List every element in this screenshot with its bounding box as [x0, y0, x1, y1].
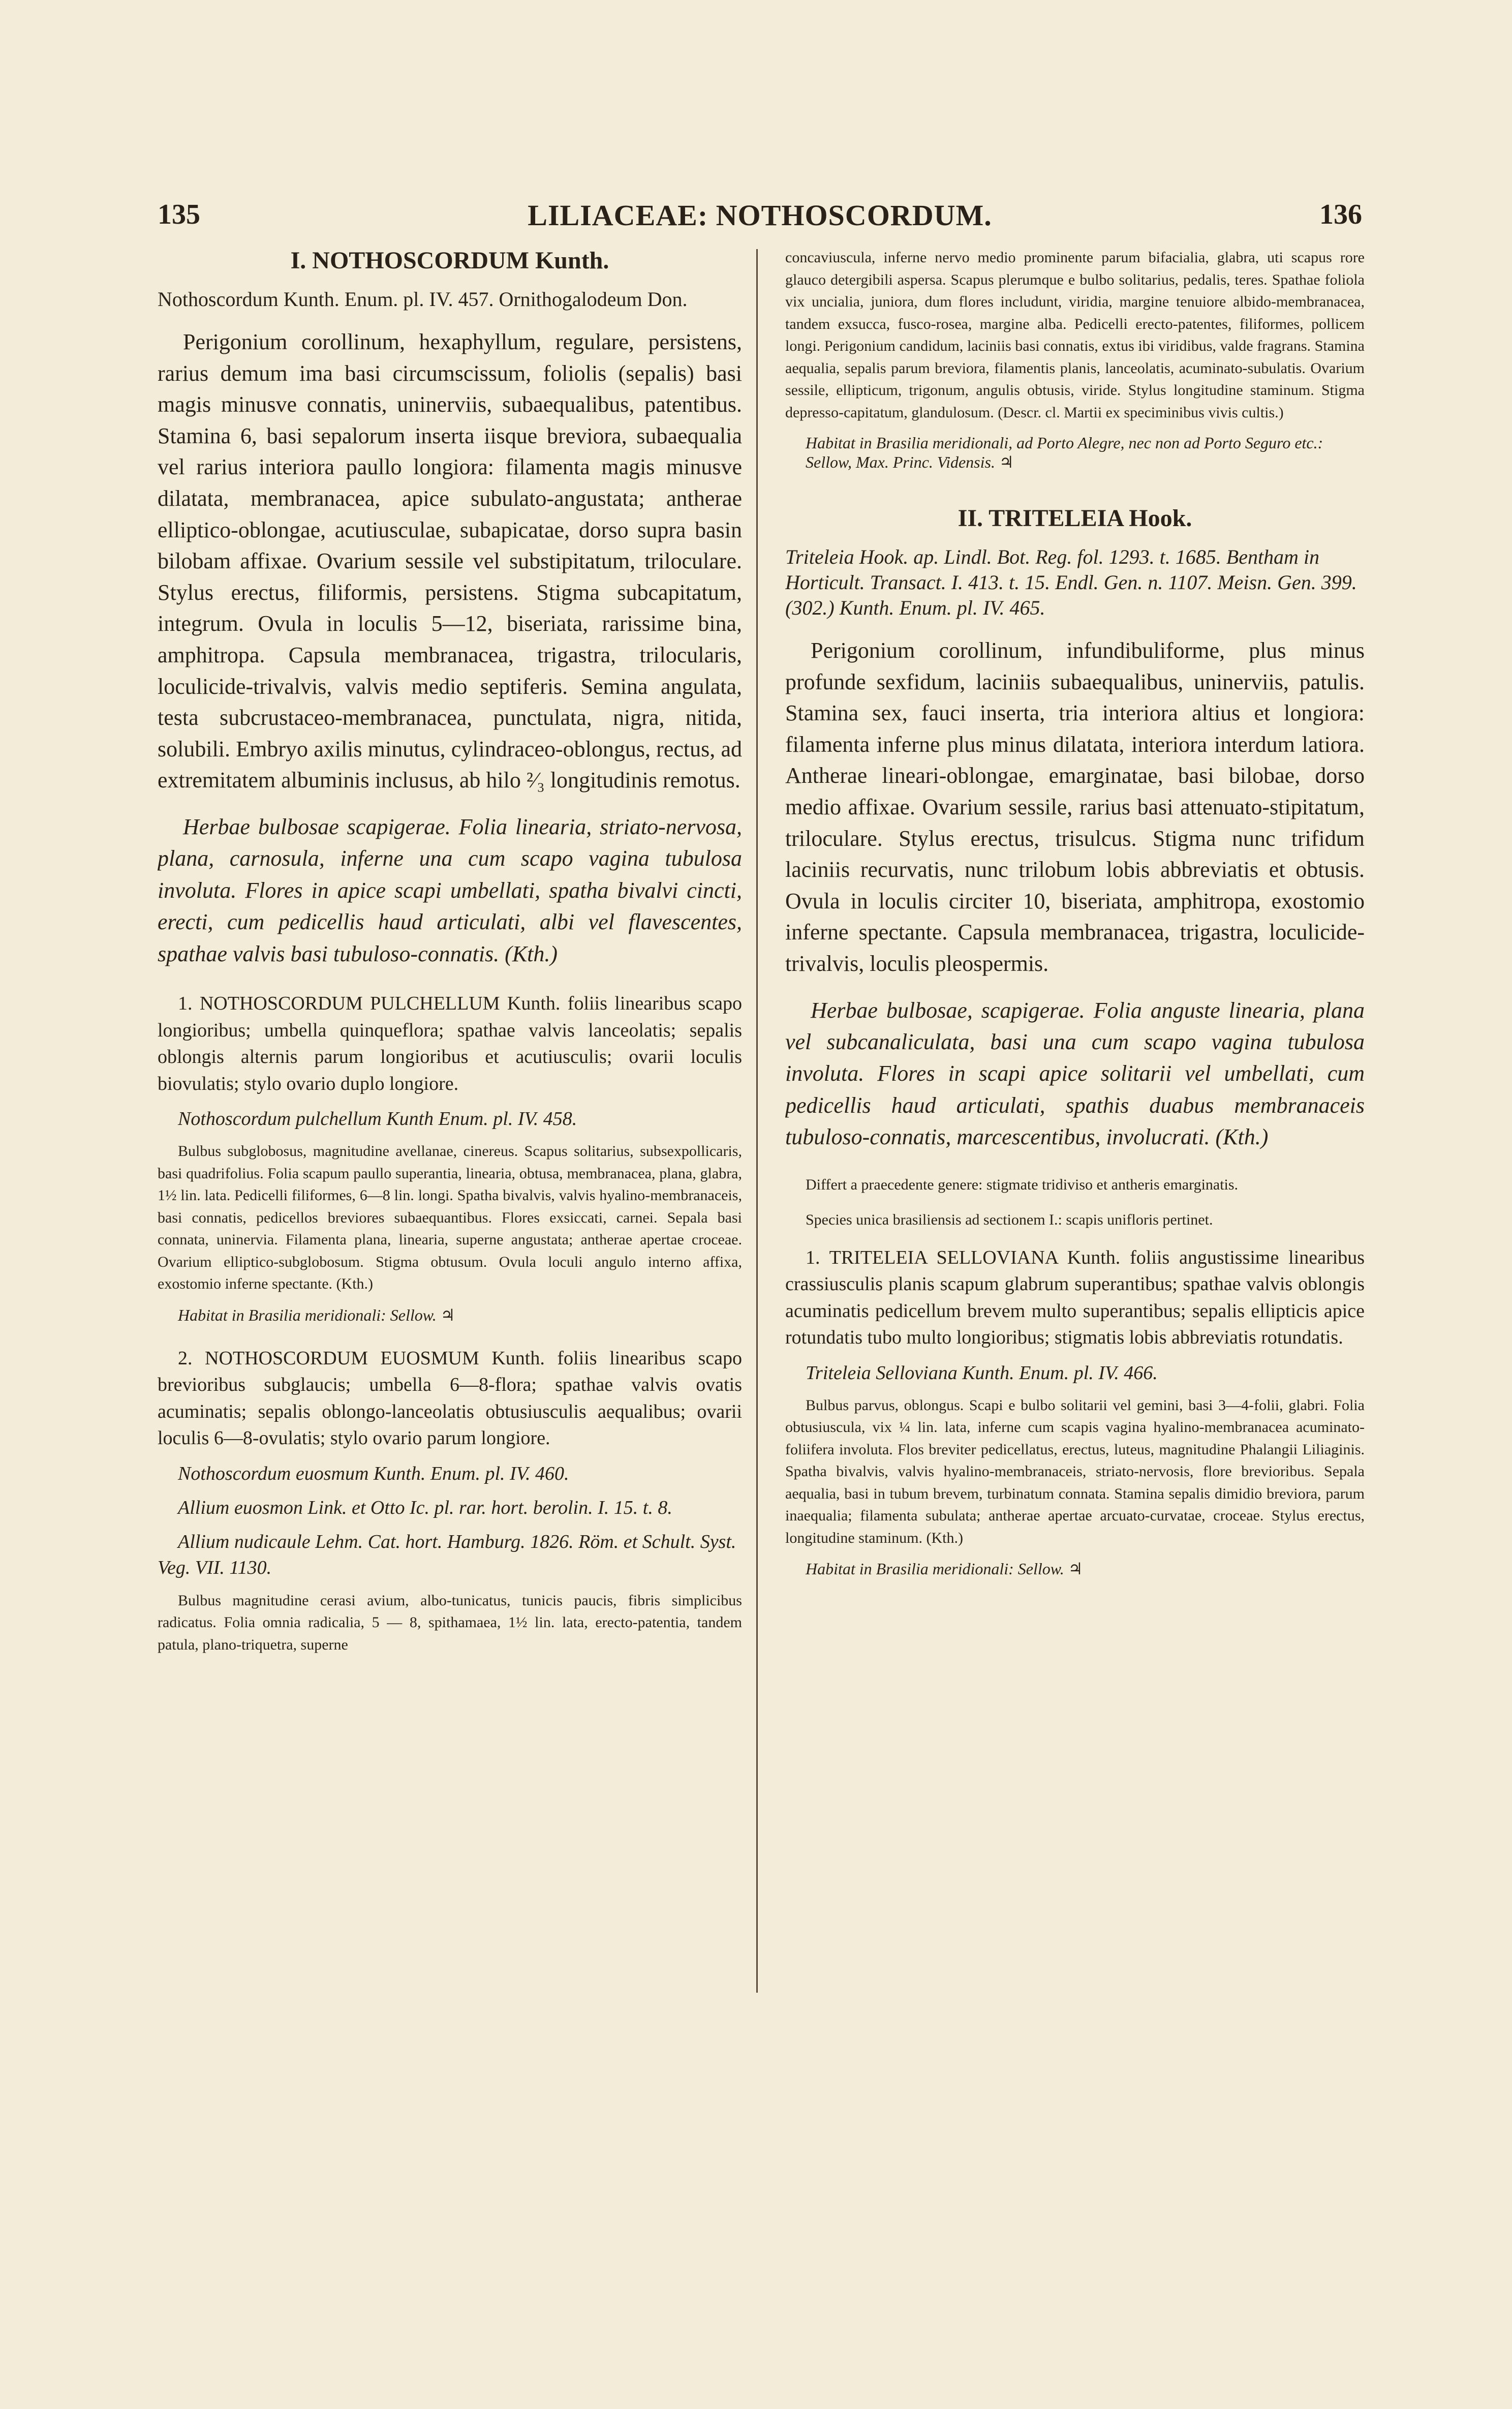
spacer [785, 492, 1365, 504]
running-title: LILIACEAE: NOTHOSCORDUM. [528, 199, 992, 232]
page-number-left: 135 [158, 199, 200, 230]
species-synonym: Allium nudicaule Lehm. Cat. hort. Hamburg. 1826. Röm. et Schult. Syst. Veg. VII. 1130. [158, 1531, 736, 1579]
column-divider [756, 249, 758, 1993]
page-header [158, 198, 1362, 239]
species-habitat: Habitat in Brasilia meridionali: Sellow. ♃ [806, 1560, 1083, 1578]
right-column [785, 247, 1365, 1995]
habit-description: Herbae bulbosae scapigerae. Folia linearia, striato-nervosa, plana, carnosula, inferne una cum scapo vagina tubulosa involuta. Flores in apice scapi umbellati, spatha bivalvi cincti, erecti, cum pedicellis haud articulati, albi vel flavescentes, spathae valvis basi tubuloso-connatis. (Kth.) [158, 814, 742, 966]
species-synonym: Allium euosmon Link. et Otto Ic. pl. rar. hort. berolin. I. 15. t. 8. [178, 1497, 672, 1518]
genus-synonyms: Triteleia Hook. ap. Lindl. Bot. Reg. fol. 1293. t. 1685. Bentham in Horticult. Transact. I. 413. t. 15. Endl. Gen. n. 1107. Meisn. Gen. 399. (302.) Kunth. Enum. pl. IV. 465. [785, 545, 1357, 619]
species-diagnosis: 1. TRITELEIA SELLOVIANA Kunth. foliis angustissime linearibus crassiusculis planis scapum glabrum superantibus; spathae valvis oblongis acuminatis pedicellum brevem multo superantibus; sepalis ellipticis apice rotundatis tubo multo longioribus; stigmatis lobis abbreviatis rotundatis. [785, 1246, 1365, 1349]
species-description: Bulbus subglobosus, magnitudine avellanae, cinereus. Scapus solitarius, subsexpollicaris, basi quadrifolius. Folia scapum paullo superantia, linearia, obtusa, membranacea, plana, glabra, 1½ lin. lata. Pedicelli filiformes, 6—8 lin. longi. Spatha bivalvis, valvis hyalino-membranaceis, basi connatis, pedicellos breviores subaequantibus. Flores exsiccati, carnei. Sepala basi connata, uninervia. Filamenta plana, linearia, superne angustata; antherae apertae croceae. Ovarium elliptico-subglobosum. Stigma obtusum. Ovula loculi angulo interno affixa, exostomio inferne spectante. (Kth.) [158, 1143, 742, 1293]
species-synonym: Nothoscordum pulchellum Kunth Enum. pl. IV. 458. [178, 1108, 577, 1130]
species-diagnosis: 2. NOTHOSCORDUM EUOSMUM Kunth. foliis linearibus scapo brevioribus subglaucis; umbella 6—8-flora; spathae valvis ovatis acuminatis; sepalis oblongo-lanceolatis obtusiusculis aequalibus; ovarii loculis 6—8-ovulatis; stylo ovario parum longiore. [158, 1347, 742, 1449]
species-synonym: Triteleia Selloviana Kunth. Enum. pl. IV. 466. [806, 1362, 1158, 1384]
genus-note: Differt a praecedente genere: stigmate tridiviso et antheris emarginatis. [806, 1176, 1239, 1193]
generic-description: Perigonium corollinum, infundibuliforme, plus minus profunde sexfidum, laciniis subaequalibus, uninerviis, patulis. Stamina sex, fauci inserta, tria interiora altius et longiora: filamenta inferne plus minus dilatata, interiora interdum latiora. Antherae lineari-oblongae, emarginatae, basi bilobae, dorso medio affixae. Ovarium sessile, rarius basi attenuato-stipitatum, triloculare. Stylus erectus, trisulcus. Stigma nunc trifidum laciniis recurvatis, nunc trilobum lobis abbreviatis et obtusis. Ovula in loculis circiter 10, biseriata, amphitropa, exostomio inferne spectante. Capsula membranacea, trigastra, loculicide-trivalvis, loculis pleospermis. [785, 638, 1365, 976]
genus-synonyms: Nothoscordum Kunth. Enum. pl. IV. 457. Ornithogalodeum Don. [158, 288, 688, 311]
page-number-right: 136 [1319, 199, 1362, 230]
species-description: Bulbus magnitudine cerasi avium, albo-tunicatus, tunicis paucis, fibris simplicibus radicatus. Folia omnia radicalia, 5 — 8, spithamaea, 1½ lin. lata, erecto-patentia, tandem patula, plano-triquetra, superne [158, 1592, 742, 1653]
species-habitat: Habitat in Brasilia meridionali, ad Porto Alegre, nec non ad Porto Seguro etc.: Sellow, Max. Princ. Vidensis. ♃ [806, 434, 1323, 471]
genus-note: Species unica brasiliensis ad sectionem I.: scapis unifloris pertinet. [806, 1211, 1213, 1229]
left-column [158, 247, 742, 1995]
species-description-continued: concaviuscula, inferne nervo medio prominente parum bifacialia, glabra, uti scapus rore glauco detergibili aspersa. Scapus plerumque e bulbo solitarius, pedalis, teres. Spathae foliola vix uncialia, juniora, dum flores includunt, viridia, margine tenuiore albido-membranacea, tandem exsucca, fusco-rosea, margine alba. Pedicelli erecto-patentes, filiformes, pollicem longi. Perigonium candidum, laciniis basi connatis, extus ibi viridibus, valde fragrans. Stamina aequalia, sepalis parum breviora, filamentis planis, lanceolatis, acuminato-subulatis. Ovarium sessile, ellipticum, trigonum, angulis obtusis, viride. Stylus longitudine staminum. Stigma depresso-capitatum, glandulosum. (Descr. cl. Martii ex speciminibus vivis cultis.) [785, 249, 1365, 421]
genus-title: I. NOTHOSCORDUM Kunth. [290, 247, 609, 274]
species-diagnosis: 1. NOTHOSCORDUM PULCHELLUM Kunth. foliis linearibus scapo longioribus; umbella quinqueflora; spathae valvis lanceolatis; sepalis oblongis alternis parum longioribus et acutiusculis; ovarii loculis biovulatis; stylo ovario duplo longiore. [158, 993, 742, 1094]
species-description: Bulbus parvus, oblongus. Scapi e bulbo solitarii vel gemini, basi 3—4-folii, glabri. Folia obtusiuscula, vix ¼ lin. lata, inferne cum scapis vagina hyalino-membranacea acuminato-foliifera involuta. Flos breviter pedicellatus, erectus, luteus, magnitudine Phalangii Liliaginis. Spatha bivalvis, valvis hyalino-membranaceis, striato-nervosis, flore brevioribus. Sepala aequalia, basi in tubum brevem, turbinatum connata. Stamina sepalis dimidio breviora, parum inaequalia; filamenta subulata; antherae apertae arcuato-curvatae, croceae. Stylus erectus, longitudine staminum. (Kth.) [785, 1396, 1365, 1546]
species-habitat: Habitat in Brasilia meridionali: Sellow. ♃ [178, 1305, 455, 1324]
habit-description: Herbae bulbosae, scapigerae. Folia anguste linearia, plana vel subcanaliculata, basi una cum scapo vagina tubulosa involuta. Flores in scapi apice solitarii vel umbellati, cum pedicellis haud articulati, spathis duabus membranaceis tubuloso-connatis, marcescentibus, involucrati. (Kth.) [785, 997, 1365, 1150]
species-synonym: Nothoscordum euosmum Kunth. Enum. pl. IV. 460. [178, 1462, 569, 1484]
genus-title: II. TRITELEIA Hook. [958, 505, 1192, 532]
generic-description: Perigonium corollinum, hexaphyllum, regulare, persistens, rarius demum ima basi circumscissum, foliolis (sepalis) basi magis minusve connatis, uninerviis, subaequalibus, patentibus. Stamina 6, basi sepalorum inserta iisque breviora, subaequalia vel rarius interiora paullo longiora: filamenta magis minusve dilatata, membranacea, apice subulato-angustata; antherae elliptico-oblongae, acutiusculae, subapicatae, dorso supra basin bilobam affixae. Ovarium sessile vel substipitatum, triloculare. Stylus erectus, filiformis, persistens. Stigma subcapitatum, integrum. Ovula in loculis 5—12, biseriata, rarissime bina, amphitropa. Capsula membranacea, trigastra, trilocularis, loculicide-trivalvis, valvis medio septiferis. Semina angulata, testa subcrustaceo-membranacea, punctulata, nigra, nitida, solubili. Embryo axilis minutus, cylindraceo-oblongus, rectus, ad extremitatem albuminis inclusus, ab hilo ²⁄₃ longitudinis remotus. [158, 329, 742, 793]
